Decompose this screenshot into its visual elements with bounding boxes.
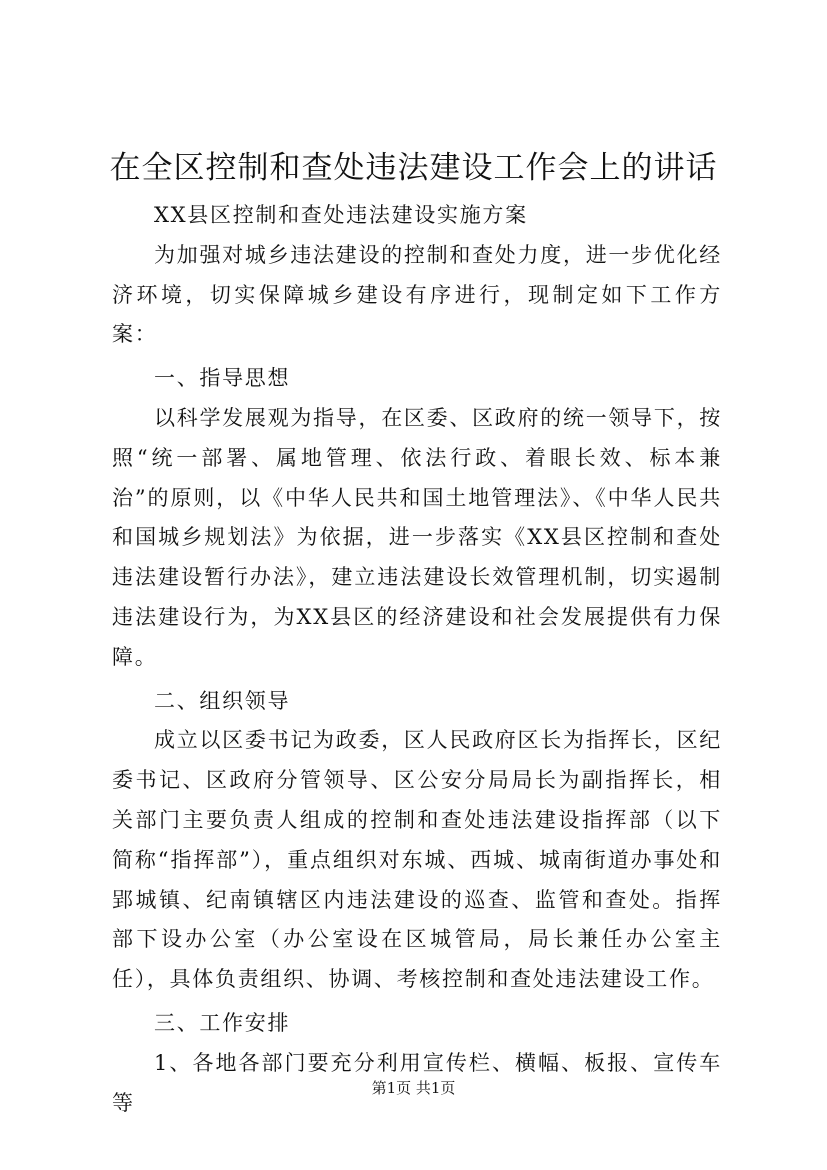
work-arrangement-item-1: 1、各地各部门要充分利用宣传栏、横幅、板报、宣传车等 [112, 1050, 722, 1115]
organization-paragraph: 成立以区委书记为政委，区人民政府区长为指挥长，区纪委书记、区政府分管领导、区公安分局局长为副指挥长，相关部门主要负责人组成的控制和查处违法建设指挥部（以下简称“指挥部”），重点组织对东城、西城、城南街道办事处和郢城镇、纪南镇辖区内违法建设的巡查、监管和查处。指挥部下设办公室（办公室设在区城管局，局长兼任办公室主任），具体负责组织、协调、考核控制和查处违法建设工作。 [112, 728, 722, 992]
intro-paragraph: 为加强对城乡违法建设的控制和查处力度，进一步优化经济环境，切实保障城乡建设有序进行，现制定如下工作方案： [112, 242, 722, 347]
section-heading-organization: 二、组织领导 [154, 688, 291, 713]
page-footer: 第1页 共1页 [371, 1079, 456, 1097]
guiding-ideology-paragraph: 以科学发展观为指导，在区委、区政府的统一领导下，按照“统一部署、属地管理、依法行政、着眼长效、标本兼治”的原则，以《中华人民共和国土地管理法》、《中华人民共和国城乡规划法》为依据，进一步落实《XX县区控制和查处违法建设暂行办法》，建立违法建设长效管理机制，切实遏制违法建设行为，为XX县区的经济建设和社会发展提供有力保障。 [112, 405, 722, 669]
plan-subtitle: XX县区控制和查处违法建设实施方案 [154, 203, 528, 227]
section-heading-work-arrangement: 三、工作安排 [154, 1010, 291, 1035]
document-body [112, 196, 722, 1123]
document-title: 在全区控制和查处违法建设工作会上的讲话 [109, 150, 718, 186]
section-heading-guiding-ideology: 一、指导思想 [154, 366, 291, 391]
